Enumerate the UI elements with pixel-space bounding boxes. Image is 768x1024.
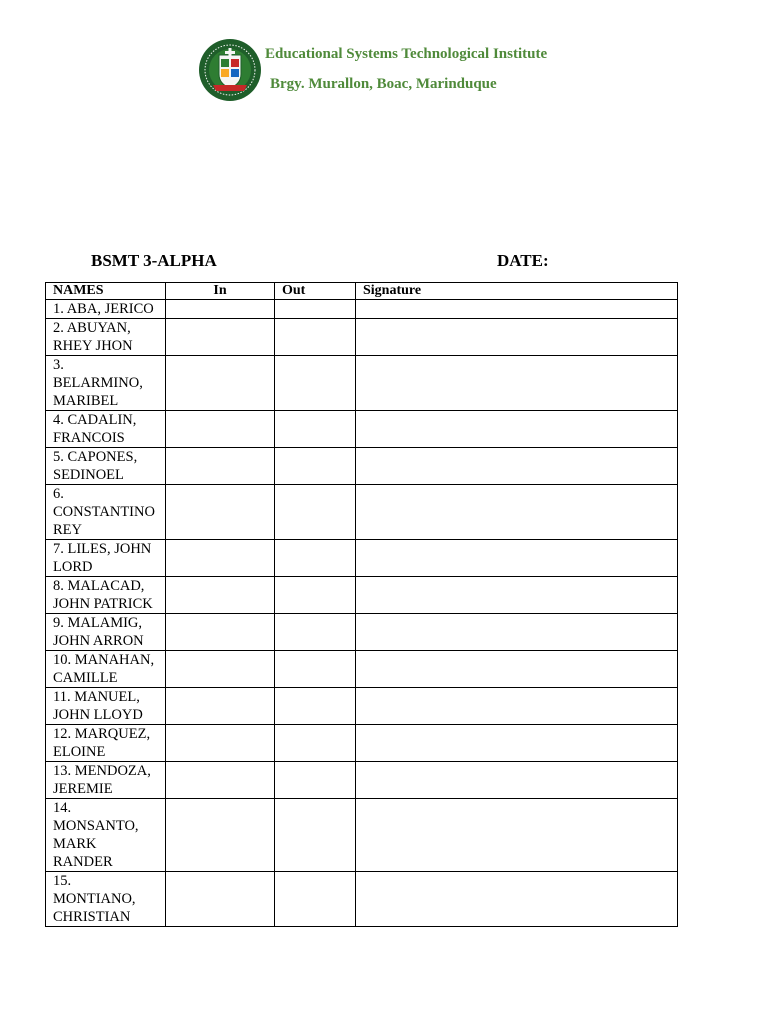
student-name-line: 5. CAPONES,	[53, 449, 138, 465]
student-name-cell	[46, 651, 166, 688]
student-name-line: CONSTANTINO	[53, 504, 155, 520]
student-name-line: 1. ABA, JERICO	[53, 301, 154, 317]
student-name-cell	[46, 872, 166, 927]
table-header-row	[46, 283, 678, 300]
signature-cell[interactable]	[356, 651, 678, 688]
student-name-line: JOHN PATRICK	[53, 596, 153, 612]
student-name-line: JOHN LLOYD	[53, 707, 143, 723]
student-name-cell	[46, 799, 166, 872]
in-cell[interactable]	[166, 688, 275, 725]
table-row	[46, 577, 678, 614]
signature-cell[interactable]	[356, 411, 678, 448]
school-name: Educational Systems Technological Institute	[265, 46, 548, 62]
table-row	[46, 614, 678, 651]
student-name-cell	[46, 411, 166, 448]
student-name-cell	[46, 356, 166, 411]
in-cell[interactable]	[166, 577, 275, 614]
section-label: BSMT 3-ALPHA	[91, 251, 217, 270]
in-cell[interactable]	[166, 799, 275, 872]
student-name-line: MONSANTO,	[53, 818, 139, 834]
out-cell[interactable]	[275, 762, 356, 799]
student-name-line: 15.	[53, 873, 72, 889]
student-name-line: 6.	[53, 486, 64, 502]
header-in: In	[166, 283, 275, 300]
student-name-line: CAMILLE	[53, 670, 118, 686]
table-row	[46, 799, 678, 872]
table-row	[46, 725, 678, 762]
in-cell[interactable]	[166, 411, 275, 448]
out-cell[interactable]	[275, 872, 356, 927]
student-name-cell	[46, 688, 166, 725]
in-cell[interactable]	[166, 540, 275, 577]
signature-cell[interactable]	[356, 614, 678, 651]
signature-cell[interactable]	[356, 762, 678, 799]
signature-cell[interactable]	[356, 872, 678, 927]
student-name-line: 3.	[53, 357, 64, 373]
out-cell[interactable]	[275, 319, 356, 356]
signature-cell[interactable]	[356, 799, 678, 872]
table-row	[46, 485, 678, 540]
table-row	[46, 651, 678, 688]
student-name-line: REY	[53, 522, 82, 538]
student-name-line: MARK	[53, 836, 97, 852]
in-cell[interactable]	[166, 725, 275, 762]
student-name-line: JOHN ARRON	[53, 633, 144, 649]
signature-cell[interactable]	[356, 300, 678, 319]
student-name-line: 7. LILES, JOHN	[53, 541, 152, 557]
student-name-line: 4. CADALIN,	[53, 412, 137, 428]
table-row	[46, 762, 678, 799]
table-row	[46, 688, 678, 725]
out-cell[interactable]	[275, 448, 356, 485]
in-cell[interactable]	[166, 300, 275, 319]
in-cell[interactable]	[166, 485, 275, 540]
student-name-cell	[46, 762, 166, 799]
out-cell[interactable]	[275, 356, 356, 411]
out-cell[interactable]	[275, 799, 356, 872]
student-name-cell	[46, 725, 166, 762]
document-header	[198, 38, 618, 104]
student-name-line: MARIBEL	[53, 393, 119, 409]
in-cell[interactable]	[166, 762, 275, 799]
out-cell[interactable]	[275, 651, 356, 688]
signature-cell[interactable]	[356, 485, 678, 540]
header-out: Out	[275, 283, 356, 300]
signature-cell[interactable]	[356, 540, 678, 577]
table-row	[46, 540, 678, 577]
student-name-cell	[46, 448, 166, 485]
in-cell[interactable]	[166, 651, 275, 688]
school-seal-logo	[198, 38, 262, 102]
student-name-cell	[46, 319, 166, 356]
student-name-line: 10. MANAHAN,	[53, 652, 155, 668]
in-cell[interactable]	[166, 319, 275, 356]
signature-cell[interactable]	[356, 688, 678, 725]
student-name-line: CHRISTIAN	[53, 909, 131, 925]
out-cell[interactable]	[275, 688, 356, 725]
table-row	[46, 300, 678, 319]
student-name-line: 14.	[53, 800, 72, 816]
attendance-rows	[46, 300, 678, 927]
student-name-line: RANDER	[53, 854, 113, 870]
signature-cell[interactable]	[356, 356, 678, 411]
in-cell[interactable]	[166, 614, 275, 651]
signature-cell[interactable]	[356, 577, 678, 614]
table-row	[46, 411, 678, 448]
date-label: DATE:	[497, 251, 549, 270]
student-name-line: JEREMIE	[53, 781, 113, 797]
signature-cell[interactable]	[356, 725, 678, 762]
out-cell[interactable]	[275, 614, 356, 651]
student-name-line: RHEY JHON	[53, 338, 133, 354]
student-name-line: ELOINE	[53, 744, 106, 760]
table-row	[46, 319, 678, 356]
out-cell[interactable]	[275, 540, 356, 577]
student-name-line: BELARMINO,	[53, 375, 143, 391]
out-cell[interactable]	[275, 411, 356, 448]
student-name-line: MONTIANO,	[53, 891, 136, 907]
student-name-cell	[46, 540, 166, 577]
student-name-line: 9. MALAMIG,	[53, 615, 143, 631]
signature-cell[interactable]	[356, 448, 678, 485]
out-cell[interactable]	[275, 300, 356, 319]
student-name-cell	[46, 614, 166, 651]
table-row	[46, 448, 678, 485]
signature-cell[interactable]	[356, 319, 678, 356]
student-name-line: 11. MANUEL,	[53, 689, 140, 705]
in-cell[interactable]	[166, 448, 275, 485]
in-cell[interactable]	[166, 872, 275, 927]
student-name-cell	[46, 485, 166, 540]
student-name-cell	[46, 300, 166, 319]
table-row	[46, 356, 678, 411]
out-cell[interactable]	[275, 485, 356, 540]
student-name-line: FRANCOIS	[53, 430, 125, 446]
student-name-line: 8. MALACAD,	[53, 578, 145, 594]
student-name-line: LORD	[53, 559, 93, 575]
student-name-cell	[46, 577, 166, 614]
header-signature: Signature	[356, 283, 678, 300]
header-names: NAMES	[46, 283, 166, 300]
attendance-table	[45, 282, 678, 927]
out-cell[interactable]	[275, 725, 356, 762]
student-name-line: 12. MARQUEZ,	[53, 726, 151, 742]
student-name-line: SEDINOEL	[53, 467, 124, 483]
student-name-line: 13. MENDOZA,	[53, 763, 151, 779]
out-cell[interactable]	[275, 577, 356, 614]
school-address: Brgy. Murallon, Boac, Marinduque	[270, 76, 497, 92]
student-name-line: 2. ABUYAN,	[53, 320, 131, 336]
table-row	[46, 872, 678, 927]
in-cell[interactable]	[166, 356, 275, 411]
